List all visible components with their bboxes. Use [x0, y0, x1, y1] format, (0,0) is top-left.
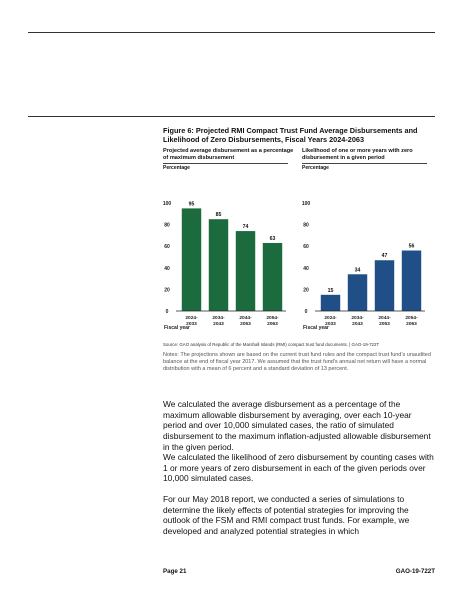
bar: [348, 274, 367, 311]
x-tick-label: 2034-: [351, 316, 364, 321]
x-tick-label: 2034-: [212, 316, 225, 321]
bar-value-label: 63: [269, 235, 276, 242]
right-bar-chart: [299, 172, 434, 332]
report-id: GAO-19-722T: [395, 568, 435, 575]
y-tick-label: 0: [304, 309, 308, 315]
x-tick-label: 2054-: [405, 316, 418, 321]
y-tick-label: 20: [164, 287, 170, 294]
x-tick-label: 2063: [406, 322, 417, 327]
x-tick-label: 2053: [379, 322, 390, 327]
paragraph-zero-disbursement: We calculated the likelihood of zero disbursement by counting cases with 1 or more years of zero disbursement in each of the given periods over 10,000 simulated cases.: [163, 452, 434, 484]
bar: [182, 208, 201, 311]
left-subtitle-underline: [163, 163, 288, 164]
bar-value-label: 85: [215, 212, 222, 219]
bar-value-label: 56: [408, 243, 415, 250]
y-tick-label: 20: [303, 287, 309, 294]
x-tick-label: 2043: [352, 322, 363, 327]
x-tick-label: 2053: [240, 322, 251, 327]
x-tick-label: 2043: [213, 322, 224, 327]
y-tick-label: 100: [301, 201, 311, 207]
section-rule: [28, 116, 435, 117]
x-tick-label: 2024-: [185, 316, 198, 321]
right-y-axis-title: Percentage: [302, 165, 329, 171]
bar: [402, 251, 421, 311]
bar: [209, 219, 228, 311]
right-chart-subtitle: Likelihood of one or more years with zero disbursement in a given period: [302, 148, 413, 161]
x-tick-label: 2044-: [239, 316, 252, 321]
y-tick-label: 80: [303, 222, 309, 229]
y-tick-label: 60: [303, 244, 309, 251]
paragraph-average-disbursement: We calculated the average disbursement as a percentage of the maximum allowable disbursement by averaging, over each 10-year period and over 10,000 simulated cases, the ratio of simulated disbursement to the maximum inflation-adjusted allowable disbursement in the given period.: [163, 399, 431, 452]
y-tick-label: 100: [162, 201, 172, 207]
figure-source: Source: GAO analysis of Republic of the Marshall Islands (RMI) compact trust fund documents. | GAO-19-722T: [163, 342, 380, 347]
figure-title: Figure 6: Projected RMI Compact Trust Fund Average Disbursements and Likelihood of Zero Disbursements, Fiscal Years 2024-2063: [163, 126, 418, 144]
top-rule: [28, 32, 435, 33]
figure-notes: Notes: The projections shown are based on the current trust fund rules and the compact trust fund’s unaudited balance at the end of fiscal year 2017. We assumed that the trust fund’s annual net return will have a normal distribution with a mean of 6 percent and a standard deviation of 13 percent.: [163, 352, 431, 372]
bar: [263, 243, 282, 311]
x-tick-label: 2044-: [378, 316, 391, 321]
left-chart-subtitle: Projected average disbursement as a percentage of maximum disbursement: [163, 148, 294, 161]
x-tick-label: 2063: [267, 322, 278, 327]
bar: [321, 295, 340, 311]
page-number: Page 21: [163, 568, 187, 575]
x-axis-title: Fiscal year: [164, 325, 190, 331]
bar-value-label: 47: [381, 253, 388, 260]
x-tick-label: 2054-: [266, 316, 279, 321]
bar-value-label: 34: [354, 267, 361, 274]
left-bar-chart: [160, 172, 295, 332]
x-tick-label: 2033: [325, 322, 336, 327]
y-tick-label: 60: [164, 244, 170, 251]
y-tick-label: 80: [164, 222, 170, 229]
y-tick-label: 0: [165, 309, 169, 315]
y-tick-label: 40: [164, 265, 170, 272]
bar: [375, 260, 394, 311]
bar-value-label: 15: [327, 287, 334, 294]
bar-value-label: 95: [188, 201, 195, 208]
bar-value-label: 74: [242, 224, 249, 231]
right-subtitle-underline: [302, 163, 427, 164]
x-axis-title: Fiscal year: [303, 325, 329, 331]
x-tick-label: 2033: [186, 322, 197, 327]
paragraph-simulations: For our May 2018 report, we conducted a series of simulations to determine the likely effects of potential strategies for improving the outlook of the FSM and RMI compact trust funds. For example, we developed and analyzed potential strategies in which: [163, 494, 410, 537]
bar: [236, 231, 255, 311]
left-y-axis-title: Percentage: [163, 165, 190, 171]
y-tick-label: 40: [303, 265, 309, 272]
x-tick-label: 2024-: [324, 316, 337, 321]
